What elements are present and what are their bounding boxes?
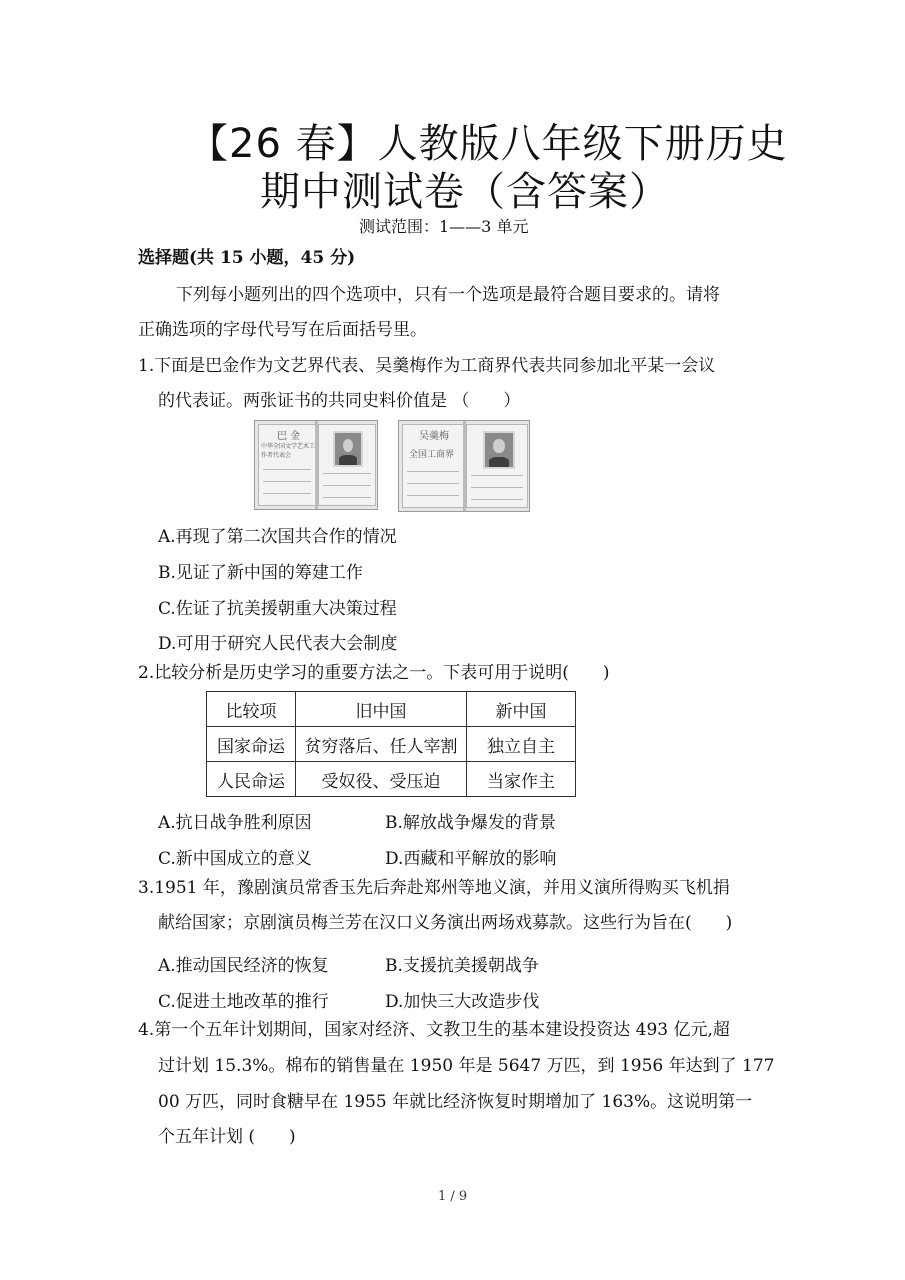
certificate-name-text: 巴 金 bbox=[277, 431, 301, 442]
table-row bbox=[207, 762, 576, 797]
table-header-cell: 旧中国 bbox=[296, 692, 467, 727]
table-row bbox=[207, 727, 576, 762]
q3-option-a: A.推动国民经济的恢复 bbox=[158, 956, 329, 976]
document-title-line1: 【26 春】人教版八年级下册历史 bbox=[188, 121, 788, 167]
q4-stem-line4: 个五年计划 ( ) bbox=[158, 1127, 296, 1147]
table-cell: 人民命运 bbox=[207, 762, 296, 797]
q2-option-a: A.抗日战争胜利原因 bbox=[158, 813, 312, 833]
q1-certificate-image-2 bbox=[398, 420, 530, 512]
q1-certificate-image-1 bbox=[254, 420, 378, 510]
table-cell: 独立自主 bbox=[467, 727, 576, 762]
certificate-name-text: 吴羹梅 bbox=[419, 431, 449, 442]
q3-stem-line1: 3.1951 年，豫剧演员常香玉先后奔赴郑州等地义演，并用义演所得购买飞机捐 bbox=[138, 878, 730, 898]
instruction-line2: 正确选项的字母代号写在后面括号里。 bbox=[138, 320, 427, 340]
q1-option-a: A.再现了第二次国共合作的情况 bbox=[158, 527, 397, 547]
q3-option-b: B.支援抗美援朝战争 bbox=[385, 956, 539, 976]
q4-stem-line2: 过计划 15.3%。棉布的销售量在 1950 年是 5647 万匹，到 1956 年达到了 177 bbox=[158, 1056, 775, 1076]
document-title-line2: 期中测试卷（含答案） bbox=[260, 169, 670, 215]
q1-option-c: C.佐证了抗美援朝重大决策过程 bbox=[158, 599, 397, 619]
q1-stem-line1: 1.下面是巴金作为文艺界代表、吴羹梅作为工商界代表共同参加北平某一会议 bbox=[138, 356, 716, 376]
table-header-cell: 比较项 bbox=[207, 692, 296, 727]
q4-stem-line3: 00 万匹，同时食糖早在 1955 年就比经济恢复时期增加了 163%。这说明第一 bbox=[158, 1092, 753, 1112]
q1-stem-line2: 的代表证。两张证书的共同史料价值是 （ ） bbox=[158, 391, 521, 411]
q1-option-d: D.可用于研究人民代表大会制度 bbox=[158, 634, 398, 654]
q3-stem-line2: 献给国家；京剧演员梅兰芳在汉口义务演出两场戏募款。这些行为旨在( ) bbox=[158, 913, 733, 933]
q2-option-c: C.新中国成立的意义 bbox=[158, 849, 312, 869]
section-heading: 选择题(共 15 小题，45 分) bbox=[138, 248, 356, 268]
table-header-row bbox=[207, 692, 576, 727]
q3-option-d: D.加快三大改造步伐 bbox=[385, 992, 540, 1012]
q2-stem: 2.比较分析是历史学习的重要方法之一。下表可用于说明( ) bbox=[138, 663, 610, 683]
instruction-line1: 下列每小题列出的四个选项中，只有一个选项是最符合题目要求的。请将 bbox=[176, 285, 720, 305]
comparison-table bbox=[206, 691, 576, 797]
q2-option-b: B.解放战争爆发的背景 bbox=[385, 813, 556, 833]
certificate-org-text: 中华全国文学艺术工作者代表会 bbox=[261, 443, 316, 459]
q3-option-c: C.促进土地改革的推行 bbox=[158, 992, 329, 1012]
test-range: 测试范围：1——3 单元 bbox=[359, 217, 529, 236]
q2-option-d: D.西藏和平解放的影响 bbox=[385, 849, 557, 869]
page-number: 1 / 9 bbox=[438, 1189, 468, 1204]
q4-stem-line1: 4.第一个五年计划期间，国家对经济、文教卫生的基本建设投资达 493 亿元,超 bbox=[138, 1020, 730, 1040]
certificate-org-text: 全国工商界 bbox=[409, 450, 455, 460]
portrait-photo bbox=[333, 431, 363, 467]
table-cell: 受奴役、受压迫 bbox=[296, 762, 467, 797]
portrait-photo bbox=[483, 431, 515, 469]
table-header-cell: 新中国 bbox=[467, 692, 576, 727]
table-cell: 当家作主 bbox=[467, 762, 576, 797]
q1-option-b: B.见证了新中国的筹建工作 bbox=[158, 563, 363, 583]
table-cell: 国家命运 bbox=[207, 727, 296, 762]
table-cell: 贫穷落后、任人宰割 bbox=[296, 727, 467, 762]
